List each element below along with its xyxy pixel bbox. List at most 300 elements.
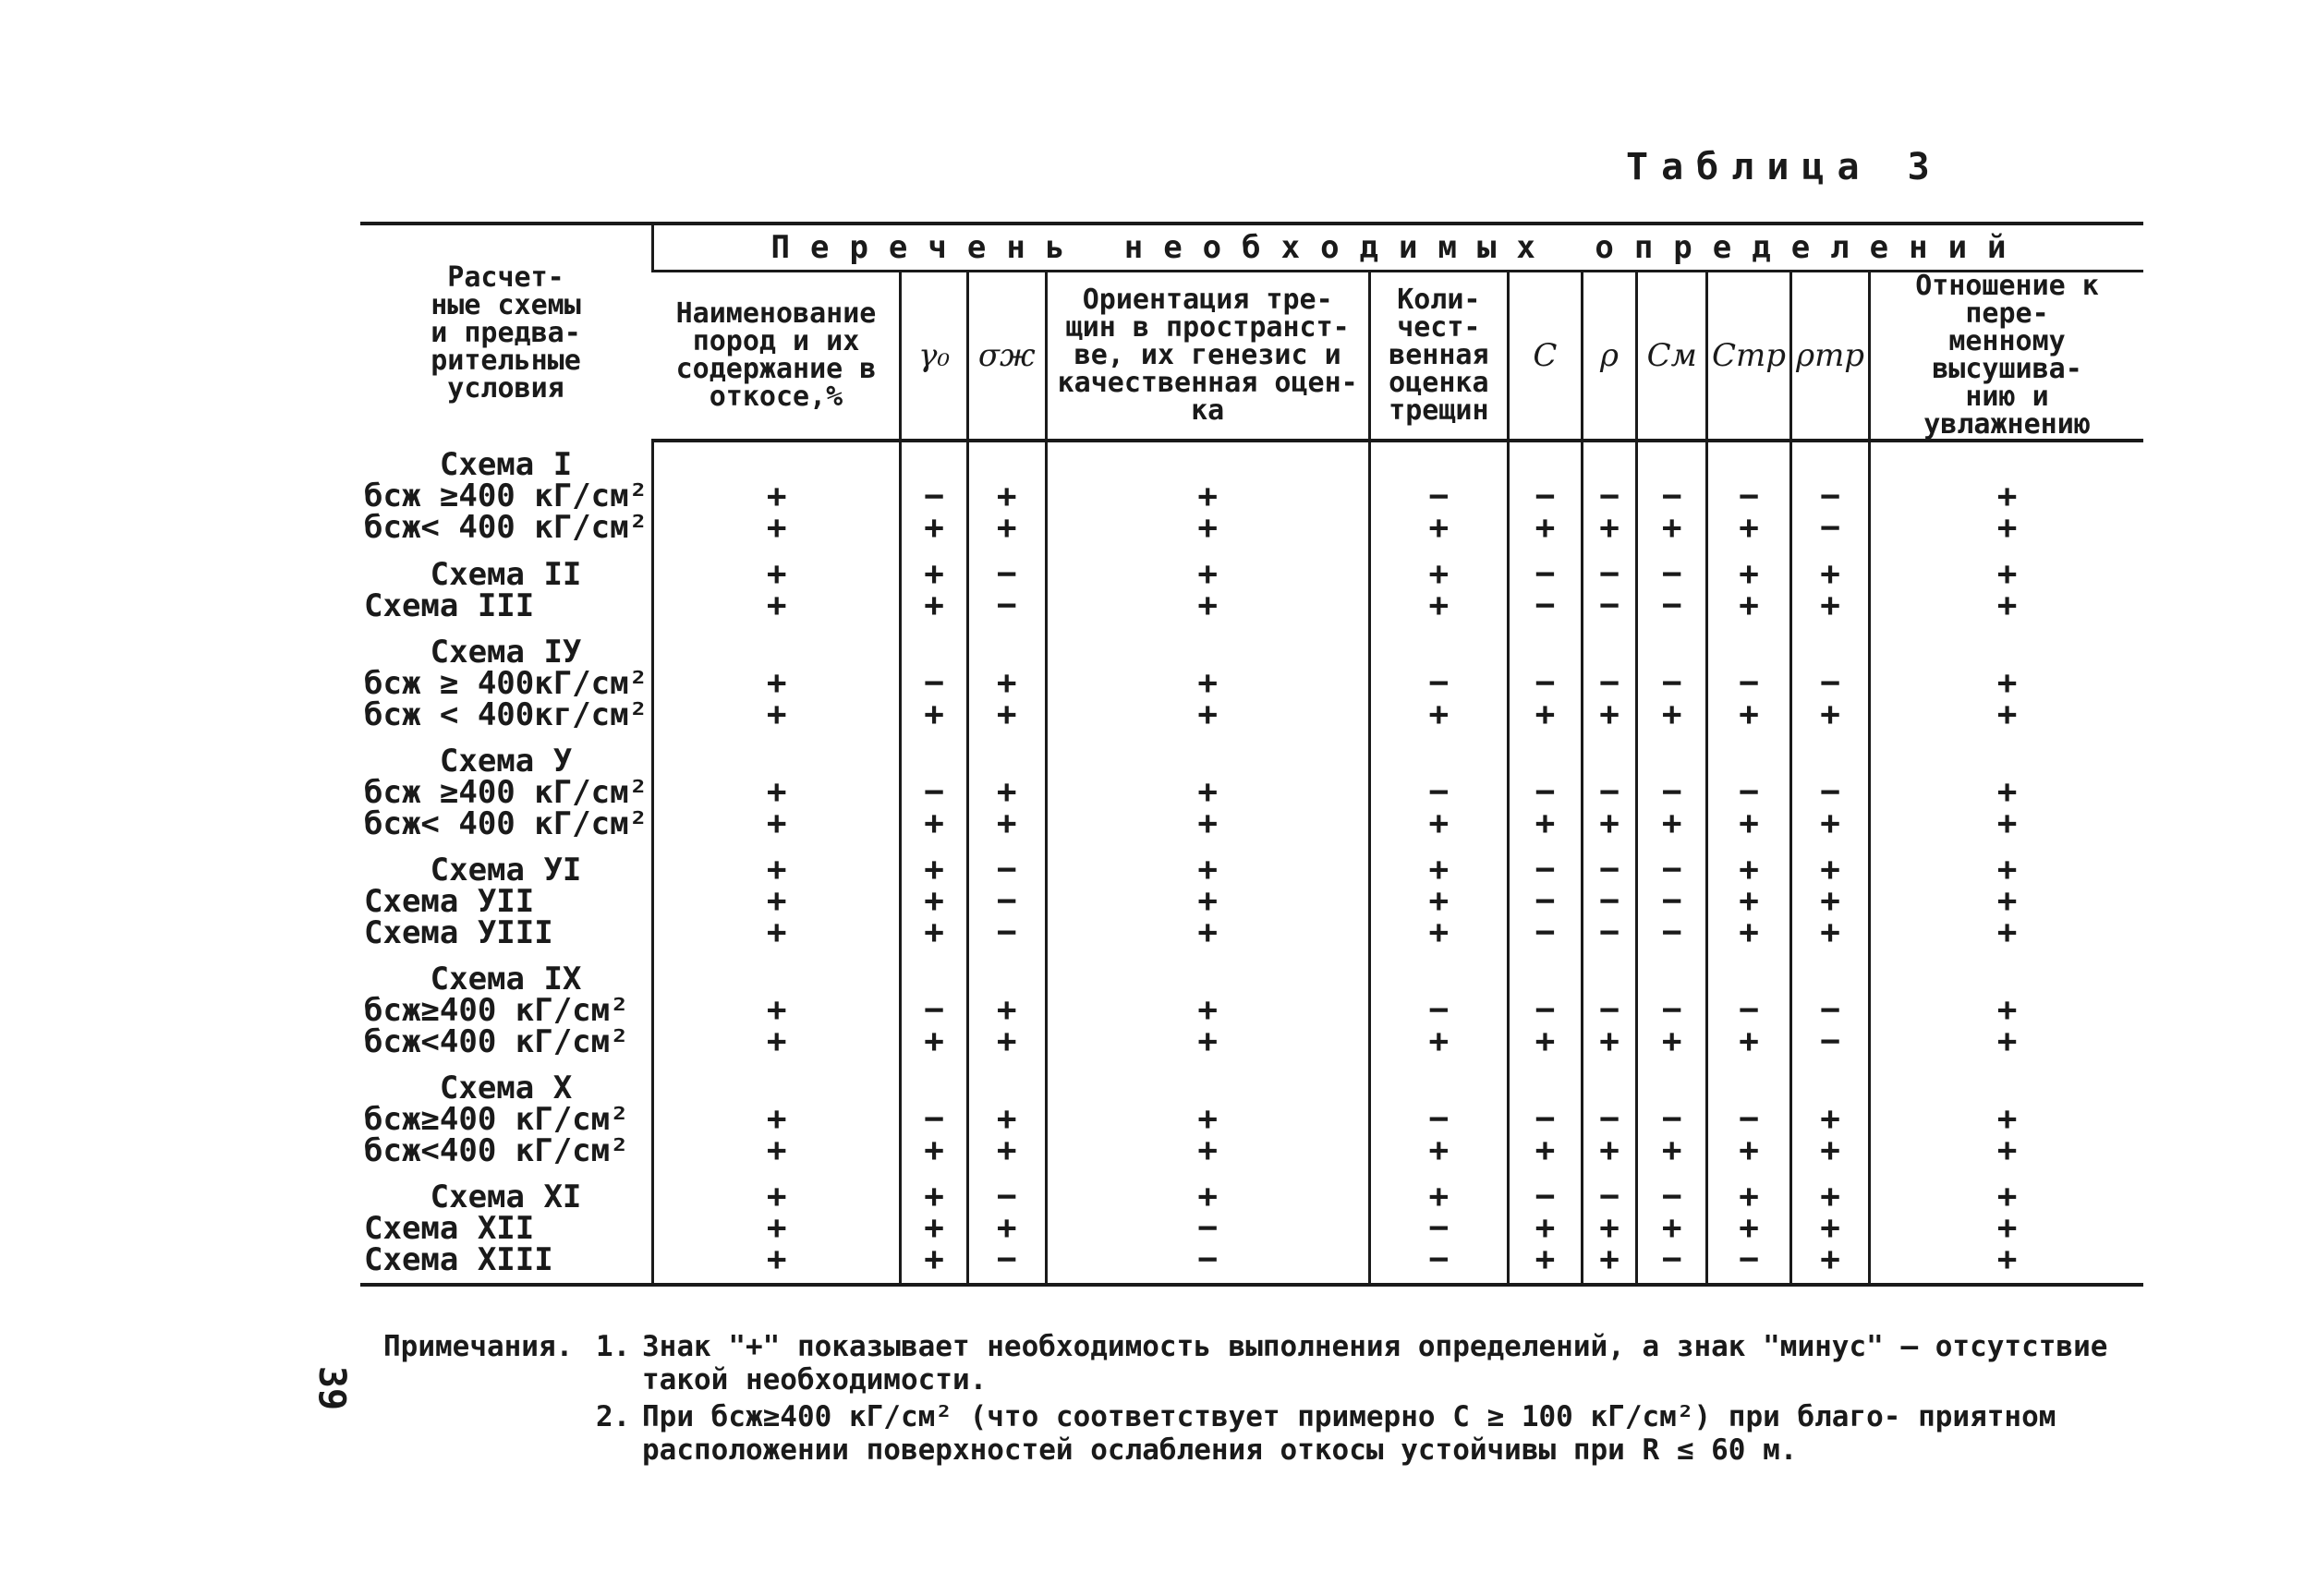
mark: − <box>1599 664 1619 702</box>
mark: − <box>1820 478 1840 515</box>
mark-cell <box>967 956 1046 1065</box>
mark-cell <box>1637 956 1707 1065</box>
notes-label: Примечания. <box>383 1330 574 1363</box>
mark: + <box>766 1178 787 1215</box>
mark: + <box>1739 586 1759 624</box>
mark-cell <box>1870 1174 2143 1285</box>
mark <box>1712 963 1786 995</box>
mark: − <box>1535 664 1556 702</box>
mark: − <box>996 913 1017 951</box>
mark: + <box>1428 913 1450 951</box>
mark: − <box>1428 1240 1450 1278</box>
mark-cell <box>1509 441 1583 551</box>
mark: + <box>1996 555 2018 593</box>
mark: + <box>996 991 1017 1029</box>
mark: + <box>924 1209 944 1247</box>
mark: − <box>1599 478 1619 515</box>
mark <box>658 636 895 668</box>
mark <box>1513 745 1577 777</box>
mark-cell <box>1582 551 1637 629</box>
mark: − <box>1599 882 1619 920</box>
mark: + <box>924 882 944 920</box>
mark-cell <box>967 441 1046 551</box>
mark: − <box>1820 1022 1840 1060</box>
mark-cell <box>1582 1065 1637 1174</box>
mark: − <box>1661 1240 1682 1278</box>
table-row <box>360 738 2143 847</box>
column-header-7: ρ <box>1582 272 1637 441</box>
mark: + <box>1661 1022 1682 1060</box>
mark: + <box>1820 882 1840 920</box>
mark <box>1513 636 1577 668</box>
note-2-text: При бсж≥400 кГ/см² (что соответствует примерно С ≥ 100 кГ/см²) при благо- приятном расположении поверхностей ослабления откосы устойчивы при R ≤ 60 м. <box>642 1400 2056 1467</box>
mark: − <box>1739 773 1759 811</box>
mark <box>1587 636 1632 668</box>
table-row <box>360 847 2143 956</box>
mark-cell <box>1582 847 1637 956</box>
mark: + <box>1661 509 1682 547</box>
mark: + <box>1197 913 1219 951</box>
mark <box>973 745 1041 777</box>
mark-cell <box>1707 629 1791 738</box>
mark-cell <box>901 1065 967 1174</box>
mark: − <box>1197 1209 1219 1247</box>
scheme-title: Схема X <box>439 1070 573 1106</box>
mark: − <box>1820 773 1840 811</box>
scheme-title: Схема XI <box>430 1179 582 1215</box>
mark: + <box>1820 695 1840 733</box>
mark-cell <box>653 1174 901 1285</box>
mark <box>1712 745 1786 777</box>
mark-cell <box>653 551 901 629</box>
mark: − <box>1428 478 1450 515</box>
mark-cell <box>1637 738 1707 847</box>
mark: − <box>1535 882 1556 920</box>
mark-cell <box>1369 847 1508 956</box>
mark <box>1874 963 2140 995</box>
scheme-condition: Схема XIII <box>364 1241 553 1278</box>
mark: + <box>1197 1131 1219 1169</box>
mark: − <box>1197 1240 1219 1278</box>
mark: + <box>766 1131 787 1169</box>
mark: + <box>1599 1209 1619 1247</box>
mark-cell <box>653 629 901 738</box>
mark: + <box>1739 1178 1759 1215</box>
scheme-condition: бсж ≥400 кГ/см² <box>364 774 649 811</box>
mark: − <box>1599 773 1619 811</box>
mark: + <box>766 773 787 811</box>
mark: + <box>1739 1131 1759 1169</box>
mark <box>1375 636 1503 668</box>
mark: − <box>1535 586 1556 624</box>
mark-cell <box>1509 551 1583 629</box>
mark-cell <box>1870 956 2143 1065</box>
mark-cell <box>1509 1174 1583 1285</box>
mark-cell <box>653 847 901 956</box>
mark: + <box>924 1022 944 1060</box>
page-number: 39 <box>310 1365 354 1411</box>
mark-cell <box>901 1174 967 1285</box>
mark <box>658 963 895 995</box>
scheme-title: Схема У <box>439 743 573 780</box>
mark: + <box>1996 804 2018 842</box>
mark: − <box>1535 851 1556 889</box>
mark: − <box>1661 991 1682 1029</box>
mark <box>1375 1072 1503 1104</box>
mark: + <box>996 478 1017 515</box>
mark-cell <box>1791 956 1870 1065</box>
mark-cell <box>653 1065 901 1174</box>
mark: + <box>1996 991 2018 1029</box>
column-header-10: ρтр <box>1791 272 1870 441</box>
mark-cell <box>1637 629 1707 738</box>
mark: + <box>1197 773 1219 811</box>
mark: − <box>924 773 944 811</box>
mark-cell <box>901 629 967 738</box>
scheme-title: Схема УI <box>430 852 582 889</box>
mark: + <box>1197 664 1219 702</box>
mark-cell <box>901 847 967 956</box>
mark <box>1712 1072 1786 1104</box>
mark-cell <box>1707 956 1791 1065</box>
mark: + <box>996 1209 1017 1247</box>
mark <box>1513 963 1577 995</box>
scheme-title: Схема I <box>439 446 573 483</box>
mark-cell <box>653 441 901 551</box>
scheme-condition: бсж< 400 кГ/см² <box>364 509 649 546</box>
mark: + <box>1428 1178 1450 1215</box>
mark: − <box>1661 555 1682 593</box>
mark: + <box>1820 1131 1840 1169</box>
mark-cell <box>653 956 901 1065</box>
mark: + <box>1739 555 1759 593</box>
mark-cell <box>1046 956 1369 1065</box>
scheme-cell <box>360 629 653 738</box>
mark: + <box>996 1100 1017 1138</box>
mark: + <box>1428 509 1450 547</box>
mark <box>905 745 962 777</box>
mark: + <box>1599 1131 1619 1169</box>
mark: − <box>924 664 944 702</box>
mark: + <box>1535 695 1556 733</box>
mark-cell <box>1582 956 1637 1065</box>
mark-cell <box>1637 1065 1707 1174</box>
mark: + <box>766 555 787 593</box>
mark <box>1796 636 1864 668</box>
mark: − <box>996 882 1017 920</box>
mark: + <box>924 1178 944 1215</box>
mark-cell <box>1791 738 1870 847</box>
mark-cell <box>1582 1174 1637 1285</box>
mark: − <box>1820 509 1840 547</box>
table-header-row <box>360 224 2143 272</box>
mark: + <box>766 1022 787 1060</box>
mark <box>1051 745 1365 777</box>
mark: + <box>1996 913 2018 951</box>
mark: + <box>766 586 787 624</box>
mark <box>1051 963 1365 995</box>
table-row <box>360 441 2143 551</box>
mark-cell <box>1791 441 1870 551</box>
mark: + <box>996 1131 1017 1169</box>
mark: + <box>1996 586 2018 624</box>
mark-cell <box>1791 629 1870 738</box>
mark-cell <box>1707 1065 1791 1174</box>
mark: + <box>1996 695 2018 733</box>
scheme-condition: Схема УIII <box>364 914 553 951</box>
mark <box>1874 1072 2140 1104</box>
scheme-cell <box>360 956 653 1065</box>
table-body <box>360 441 2143 1285</box>
mark: − <box>996 851 1017 889</box>
mark-cell <box>1509 1065 1583 1174</box>
mark: − <box>1661 478 1682 515</box>
mark: − <box>1661 586 1682 624</box>
mark: + <box>1428 882 1450 920</box>
mark-cell <box>1369 1065 1508 1174</box>
note-1-number: 1. <box>596 1330 631 1363</box>
mark: + <box>924 586 944 624</box>
mark: + <box>1535 1131 1556 1169</box>
mark: + <box>1661 1131 1682 1169</box>
mark: + <box>924 509 944 547</box>
mark: + <box>1428 586 1450 624</box>
column-header-2: γ₀ <box>901 272 967 441</box>
mark: + <box>1599 509 1619 547</box>
scheme-condition: бсж≥400 кГ/см² <box>364 1101 629 1138</box>
mark-cell <box>967 1174 1046 1285</box>
scheme-cell <box>360 738 653 847</box>
mark <box>1587 745 1632 777</box>
mark-cell <box>1582 738 1637 847</box>
mark-cell <box>1791 551 1870 629</box>
mark: + <box>924 804 944 842</box>
mark <box>658 1072 895 1104</box>
mark-cell <box>967 551 1046 629</box>
mark: + <box>766 1100 787 1138</box>
mark-cell <box>1707 847 1791 956</box>
mark-cell <box>901 956 967 1065</box>
mark: − <box>1599 991 1619 1029</box>
mark: + <box>1996 1240 2018 1278</box>
mark-cell <box>1046 629 1369 738</box>
mark: − <box>1599 586 1619 624</box>
mark: + <box>1739 1209 1759 1247</box>
mark <box>1587 450 1632 481</box>
mark: + <box>1820 851 1840 889</box>
mark: + <box>1428 1131 1450 1169</box>
mark: + <box>1197 555 1219 593</box>
mark-cell <box>1509 847 1583 956</box>
mark: + <box>766 1209 787 1247</box>
scheme-cell <box>360 441 653 551</box>
mark: + <box>766 851 787 889</box>
mark: − <box>1739 664 1759 702</box>
mark <box>1375 963 1503 995</box>
mark: + <box>1996 1131 2018 1169</box>
scheme-condition: Схема УII <box>364 883 535 920</box>
mark-cell <box>1509 629 1583 738</box>
mark <box>1874 450 2140 481</box>
mark <box>1513 1072 1577 1104</box>
column-header-6: C <box>1509 272 1583 441</box>
mark: + <box>1197 1100 1219 1138</box>
mark-cell <box>1582 629 1637 738</box>
mark: + <box>1197 1178 1219 1215</box>
mark: + <box>1535 1209 1556 1247</box>
column-header-9: Cтр <box>1707 272 1791 441</box>
mark: + <box>1739 804 1759 842</box>
column-header-3: σж <box>967 272 1046 441</box>
mark: + <box>1535 804 1556 842</box>
mark: + <box>1820 1178 1840 1215</box>
mark-cell <box>1369 551 1508 629</box>
mark: − <box>1739 1240 1759 1278</box>
mark <box>1051 450 1365 481</box>
mark: + <box>1820 586 1840 624</box>
mark: + <box>1428 1022 1450 1060</box>
mark: + <box>924 555 944 593</box>
note-2-number: 2. <box>596 1400 631 1433</box>
mark: − <box>1599 851 1619 889</box>
mark: − <box>1535 1178 1556 1215</box>
mark <box>1051 636 1365 668</box>
column-header-8: Cм <box>1637 272 1707 441</box>
mark: + <box>924 851 944 889</box>
mark: − <box>1535 555 1556 593</box>
scheme-cell <box>360 1174 653 1285</box>
mark: + <box>1428 555 1450 593</box>
table-row <box>360 1174 2143 1285</box>
mark <box>973 636 1041 668</box>
mark: + <box>1535 509 1556 547</box>
mark: + <box>996 695 1017 733</box>
mark: − <box>1428 991 1450 1029</box>
mark: − <box>996 555 1017 593</box>
mark: − <box>1661 882 1682 920</box>
mark: + <box>1197 882 1219 920</box>
mark <box>1051 1072 1365 1104</box>
mark-cell <box>1369 629 1508 738</box>
column-header-11: Отношение к пере- менному высушива- нию и увлажнению <box>1870 272 2143 441</box>
mark-cell <box>1046 738 1369 847</box>
mark <box>1796 963 1864 995</box>
mark: + <box>1428 695 1450 733</box>
mark <box>1642 450 1702 481</box>
mark: + <box>1661 804 1682 842</box>
mark <box>905 450 962 481</box>
mark: − <box>924 478 944 515</box>
mark <box>1642 745 1702 777</box>
table-row <box>360 551 2143 629</box>
mark <box>973 1072 1041 1104</box>
mark-cell <box>967 1065 1046 1174</box>
mark: + <box>1739 882 1759 920</box>
scheme-condition: бсж<400 кГ/см² <box>364 1132 629 1169</box>
mark-cell <box>1637 551 1707 629</box>
mark: − <box>1428 1209 1450 1247</box>
mark: + <box>1996 509 2018 547</box>
mark: + <box>1996 851 2018 889</box>
mark-cell <box>1046 1174 1369 1285</box>
mark-cell <box>1870 1065 2143 1174</box>
scheme-condition: бсж < 400кг/см² <box>364 696 649 733</box>
mark-cell <box>1369 738 1508 847</box>
mark <box>658 745 895 777</box>
note-1-text: Знак "+" показывает необходимость выполнения определений, а знак "минус" – отсутствие такой необходимости. <box>642 1330 2108 1396</box>
mark <box>658 450 895 481</box>
mark: − <box>1739 1100 1759 1138</box>
mark: + <box>1739 1022 1759 1060</box>
mark-cell <box>1509 738 1583 847</box>
mark-cell <box>1870 629 2143 738</box>
scheme-condition: Схема III <box>364 587 535 624</box>
mark: − <box>1599 1178 1619 1215</box>
mark: + <box>924 1240 944 1278</box>
column-header-4: Ориентация тре- щин в пространст- ве, их генезис и качественная оцен- ка <box>1046 272 1369 441</box>
mark: − <box>1428 773 1450 811</box>
mark: + <box>1197 991 1219 1029</box>
mark: + <box>766 664 787 702</box>
mark <box>905 963 962 995</box>
mark: + <box>924 1131 944 1169</box>
mark: − <box>1428 1100 1450 1138</box>
scheme-title: Схема II <box>430 556 582 593</box>
mark <box>1712 636 1786 668</box>
mark: + <box>1661 695 1682 733</box>
mark: − <box>1820 991 1840 1029</box>
mark: − <box>1535 478 1556 515</box>
mark <box>1642 636 1702 668</box>
mark: − <box>1661 1100 1682 1138</box>
mark <box>1796 1072 1864 1104</box>
scheme-condition: бсж ≥400 кГ/см² <box>364 478 649 514</box>
mark-cell <box>1637 441 1707 551</box>
mark: + <box>766 913 787 951</box>
mark <box>1513 450 1577 481</box>
mark: + <box>1599 1022 1619 1060</box>
mark: − <box>1535 991 1556 1029</box>
mark: + <box>1820 804 1840 842</box>
mark: + <box>1996 882 2018 920</box>
mark: + <box>766 991 787 1029</box>
mark <box>1375 745 1503 777</box>
mark: − <box>1661 913 1682 951</box>
mark-cell <box>1637 1174 1707 1285</box>
table-row <box>360 956 2143 1065</box>
mark-cell <box>1637 847 1707 956</box>
mark: + <box>1820 1209 1840 1247</box>
mark-cell <box>1707 738 1791 847</box>
mark: − <box>996 586 1017 624</box>
mark <box>1642 963 1702 995</box>
mark <box>905 636 962 668</box>
mark: + <box>1428 804 1450 842</box>
header-schemes-text: Расчет- ные схемы и предва- рительные условия <box>431 260 581 405</box>
mark: + <box>1820 555 1840 593</box>
mark: + <box>1599 695 1619 733</box>
mark <box>1375 450 1503 481</box>
mark: − <box>1599 1100 1619 1138</box>
mark-cell <box>967 738 1046 847</box>
mark-cell <box>1791 847 1870 956</box>
mark: + <box>1820 1100 1840 1138</box>
mark: + <box>1535 1240 1556 1278</box>
scheme-condition: бсж ≥ 400кГ/см² <box>364 665 649 702</box>
mark <box>1796 745 1864 777</box>
scheme-condition: бсж<400 кГ/см² <box>364 1023 629 1060</box>
mark: + <box>1739 509 1759 547</box>
